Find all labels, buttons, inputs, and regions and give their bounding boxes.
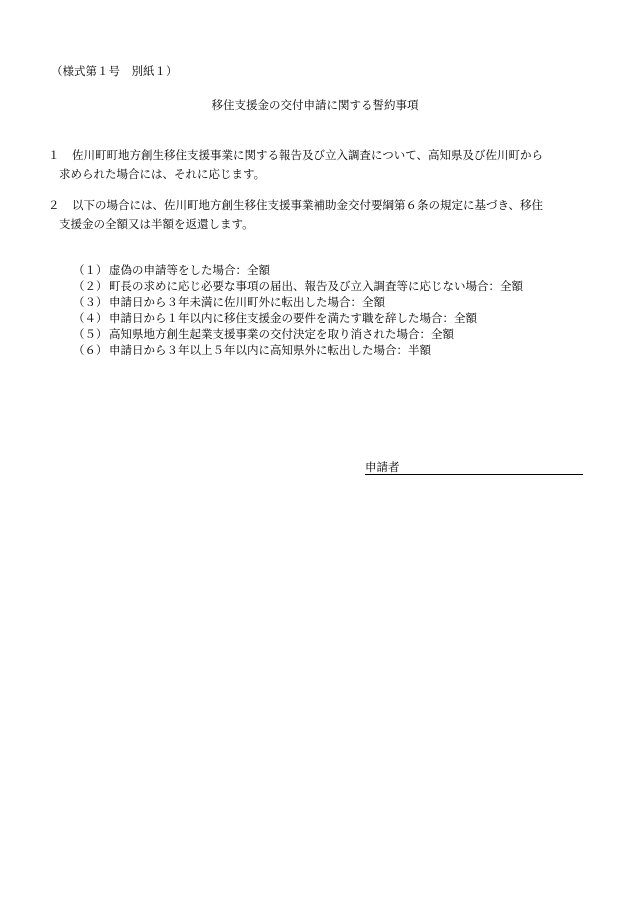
- applicant-label: 申請者: [365, 460, 400, 474]
- case-number: （４）: [73, 311, 108, 325]
- case-item: [73, 310, 523, 326]
- case-number: （５）: [73, 327, 108, 341]
- clause-text: 佐川町町地方創生移住支援事業に関する報告及び立入調査について、高知県及び佐川町から: [72, 148, 544, 162]
- case-item: [73, 278, 523, 294]
- case-item: [73, 262, 523, 278]
- case-text: 申請日から３年未満に佐川町外に転出した場合：全額: [109, 295, 385, 309]
- case-item: [73, 342, 523, 358]
- case-text: 申請日から３年以上５年以内に高知県外に転出した場合：半額: [109, 343, 431, 357]
- case-number: （２）: [73, 279, 108, 293]
- clause-number: ２: [48, 198, 60, 212]
- form-number: （様式第１号 別紙１）: [51, 64, 178, 78]
- document-title: 移住支援金の交付申請に関する誓約事項: [211, 98, 419, 112]
- clause-text-continued: 支援金の全額又は半額を返還します。: [59, 217, 254, 231]
- case-text: 高知県地方創生起業支援事業の交付決定を取り消された場合：全額: [109, 327, 454, 341]
- clause-number: １: [48, 148, 60, 162]
- case-text: 町長の求めに応じ必要な事項の届出、報告及び立入調査等に応じない場合：全額: [109, 279, 523, 293]
- repayment-case-list: [73, 262, 523, 358]
- clause-2: [48, 196, 593, 234]
- case-item: [73, 294, 523, 310]
- applicant-signature-line[interactable]: [365, 459, 583, 475]
- case-item: [73, 326, 523, 342]
- case-number: （３）: [73, 295, 108, 309]
- clause-1: [48, 146, 593, 184]
- clause-text-continued: 求められた場合には、それに応じます。: [59, 167, 266, 181]
- case-text: 虚偽の申請等をした場合：全額: [109, 263, 270, 277]
- case-text: 申請日から１年以内に移住支援金の要件を満たす職を辞した場合：全額: [109, 311, 477, 325]
- clause-text: 以下の場合には、佐川町地方創生移住支援事業補助金交付要綱第６条の規定に基づき、移住: [72, 198, 544, 212]
- case-number: （１）: [73, 263, 108, 277]
- case-number: （６）: [73, 343, 108, 357]
